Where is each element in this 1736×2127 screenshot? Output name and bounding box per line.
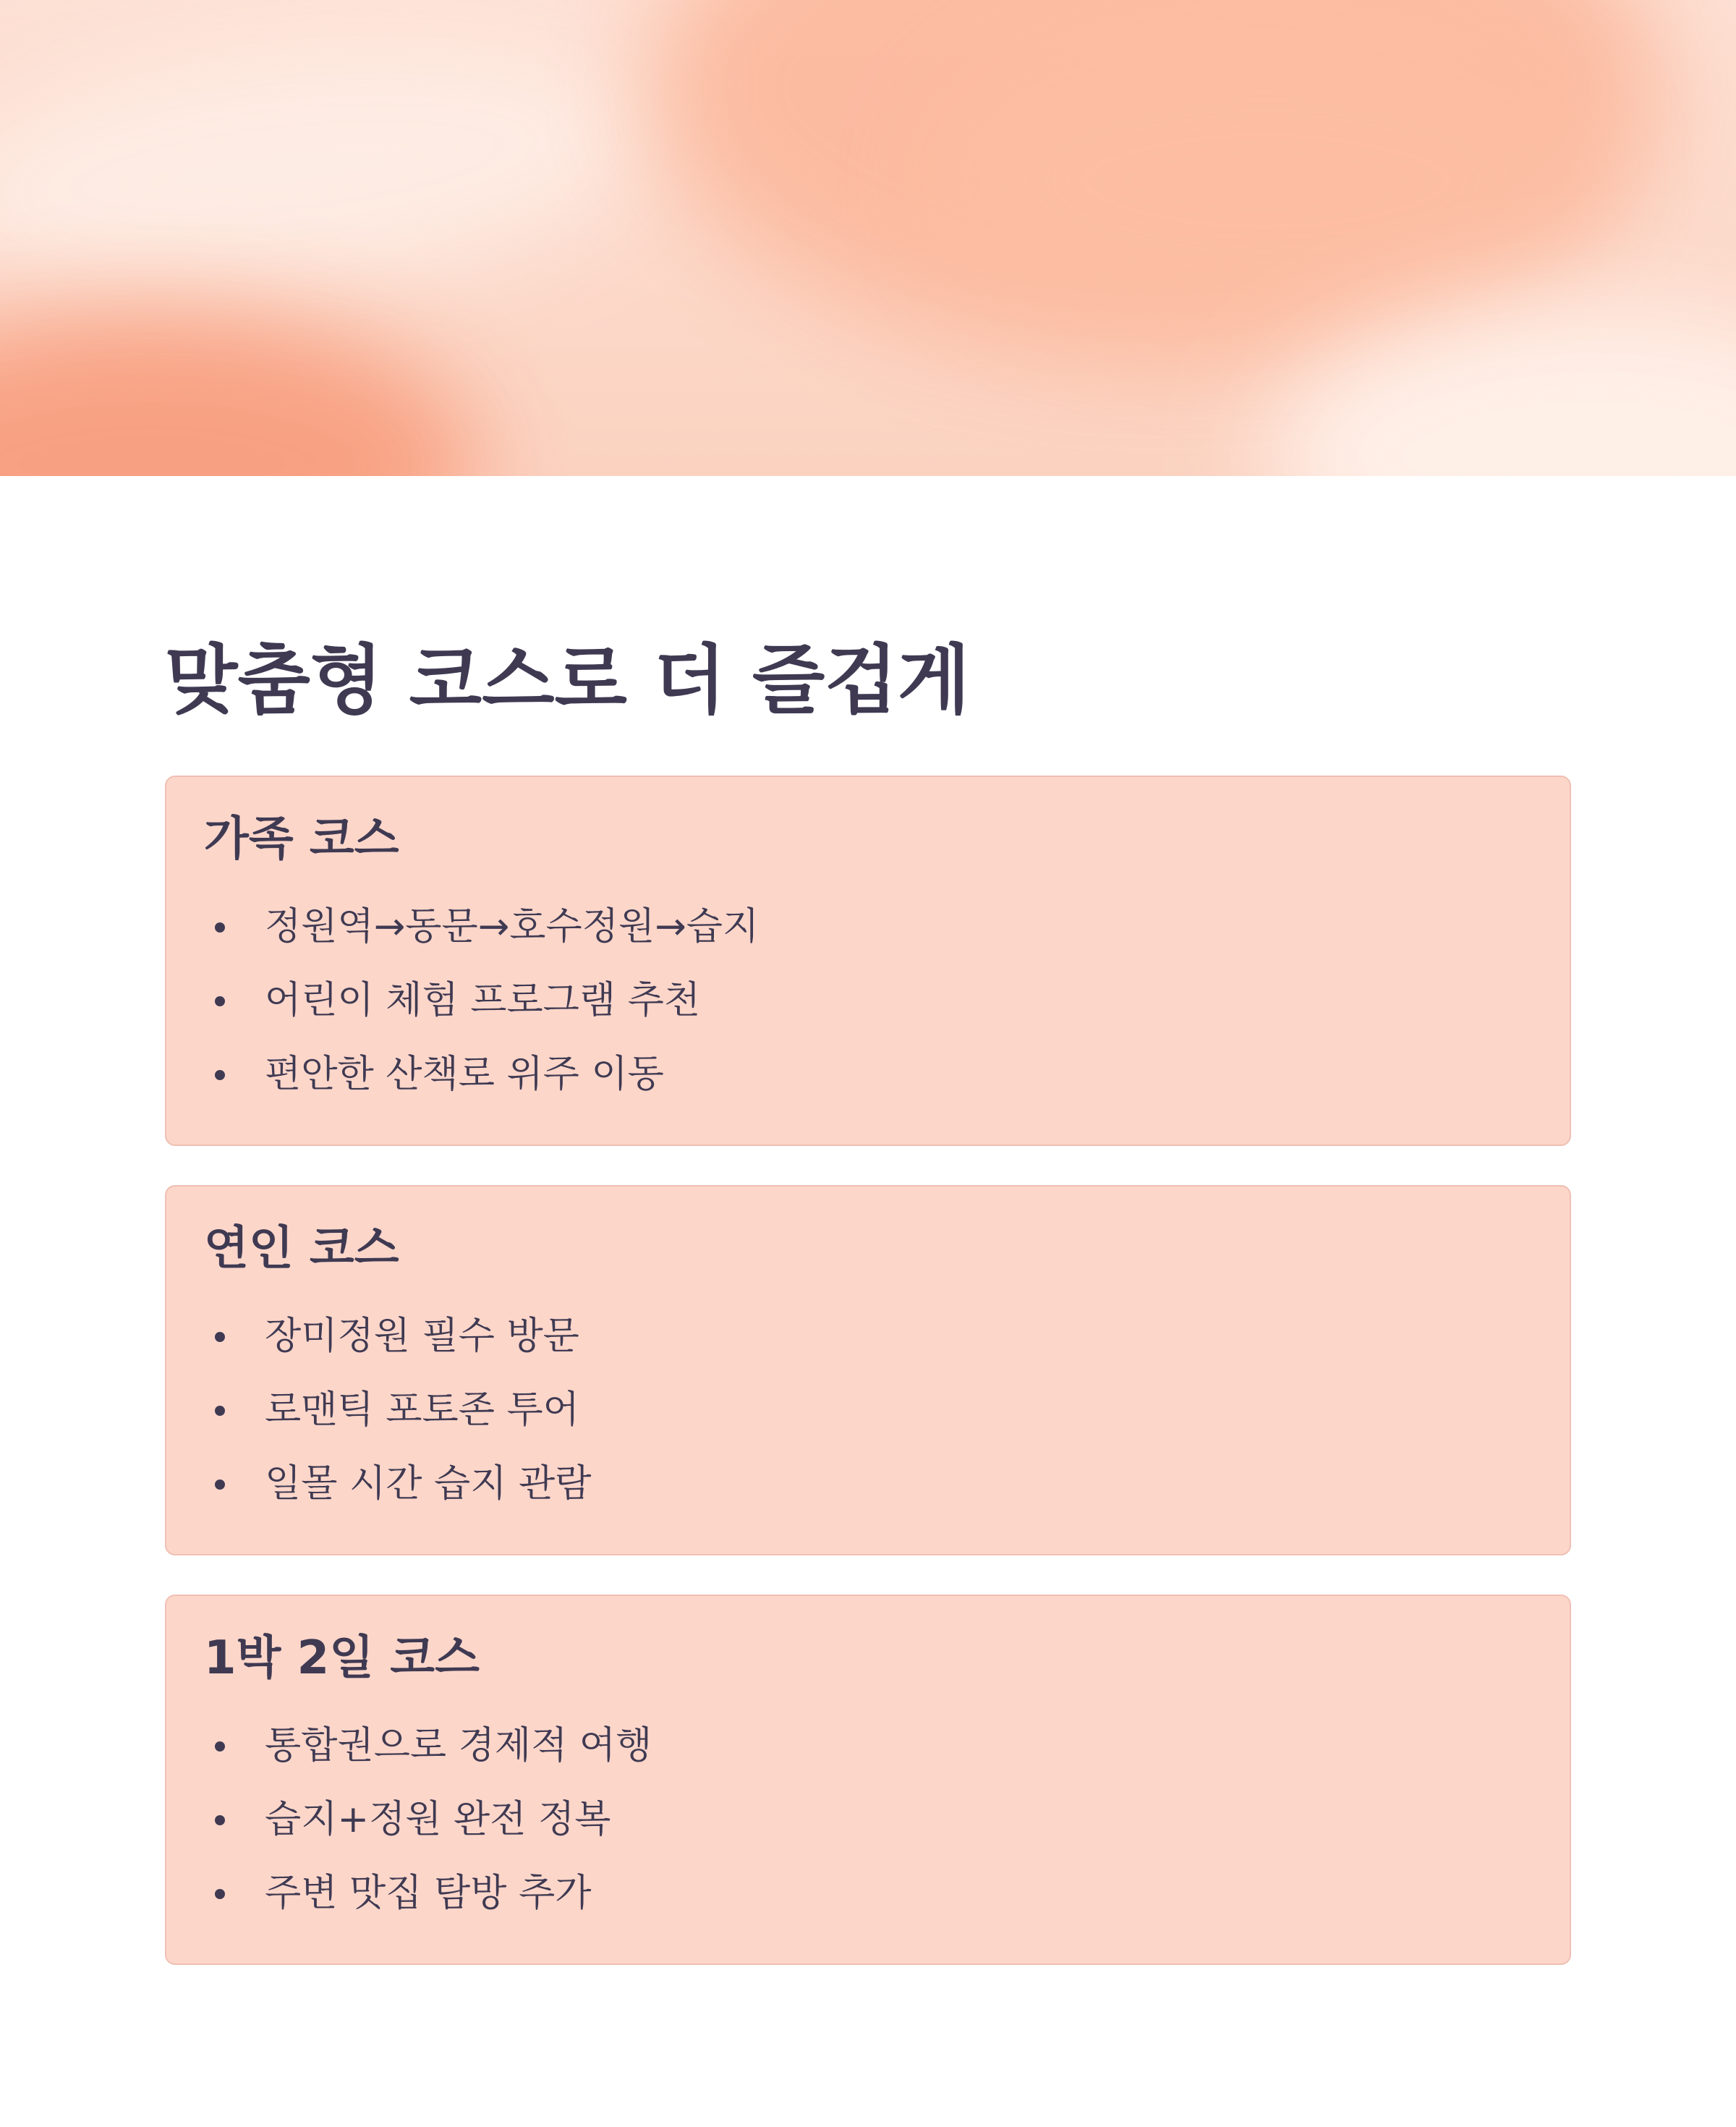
list-item — [166, 964, 759, 1037]
list-item-text: 주변 맛집 탐방 추가 — [265, 1872, 592, 1915]
list-item-text: 일몰 시간 습지 관람 — [265, 1462, 592, 1506]
course-card-overnight — [165, 1595, 1571, 1965]
bullet-icon — [215, 1332, 225, 1342]
bullet-icon — [215, 1889, 225, 1899]
list-item-text: 로맨틱 포토존 투어 — [265, 1388, 579, 1432]
list-item — [166, 1299, 591, 1373]
course-title: 연인 코스 — [204, 1222, 399, 1275]
course-item-list — [166, 1299, 591, 1521]
course-card-family — [165, 776, 1571, 1146]
list-item-text: 어린이 체험 프로그램 추천 — [265, 979, 701, 1022]
banner-glow-right — [940, 29, 1591, 333]
banner-highlight-left — [0, 7, 662, 327]
page-title: 맞춤형 코스로 더 즐겁게 — [165, 636, 971, 724]
list-item — [166, 1373, 591, 1447]
list-item-text: 편안한 산책로 위주 이동 — [265, 1053, 664, 1096]
bullet-icon — [215, 922, 225, 933]
bullet-icon — [215, 1479, 225, 1490]
course-card-couple — [165, 1185, 1571, 1555]
bullet-icon — [215, 1406, 225, 1416]
list-item-text: 통합권으로 경제적 여행 — [265, 1724, 652, 1767]
list-item-text: 장미정원 필수 방문 — [265, 1315, 579, 1358]
list-item-text: 습지+정원 완전 정복 — [265, 1798, 611, 1841]
course-item-list — [166, 890, 759, 1111]
list-item — [166, 890, 759, 964]
list-item — [166, 1856, 652, 1930]
bullet-icon — [215, 1741, 225, 1752]
bullet-icon — [215, 1070, 225, 1080]
course-item-list — [166, 1709, 652, 1930]
header-banner — [0, 0, 1736, 476]
bullet-icon — [215, 1815, 225, 1825]
list-item — [166, 1447, 591, 1521]
list-item — [166, 1709, 652, 1783]
list-item — [166, 1783, 652, 1856]
list-item — [166, 1037, 759, 1111]
banner-glow-bottom-left — [0, 311, 477, 476]
course-title: 가족 코스 — [204, 812, 399, 866]
list-item-text: 정원역→동문→호수정원→습지 — [265, 905, 760, 948]
course-title: 1박 2일 코스 — [204, 1631, 480, 1685]
bullet-icon — [215, 996, 225, 1006]
